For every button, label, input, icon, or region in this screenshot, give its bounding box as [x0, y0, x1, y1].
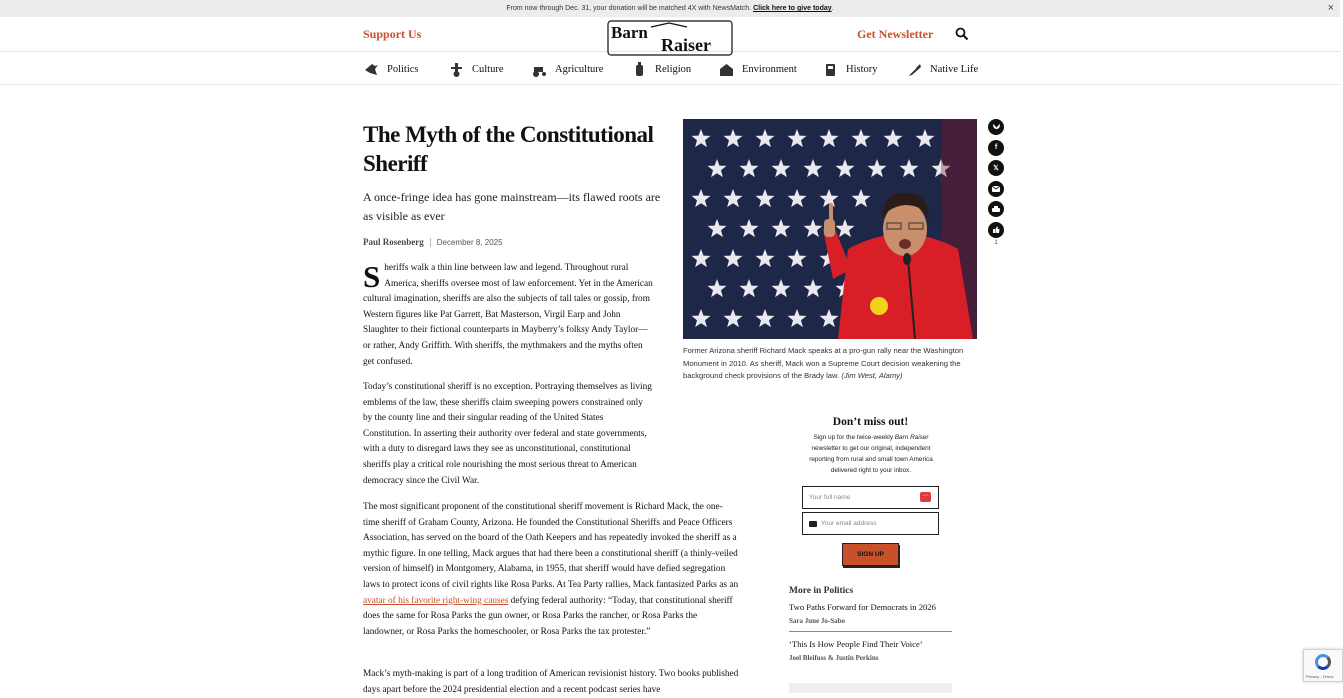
nav-label: Environment [742, 63, 797, 75]
barn-icon [718, 61, 735, 78]
banner-text: From now through Dec. 31, your donation will be matched 4X with NewsMatch. [506, 5, 752, 12]
autofill-icon[interactable]: ··· [920, 492, 931, 502]
related-title[interactable]: ‘This Is How People Find Their Voice’ [789, 639, 923, 649]
related-author: Joel Bleifuss & Justin Perkins [789, 654, 879, 662]
byline [363, 237, 503, 247]
nav-label: Culture [472, 63, 504, 75]
nav-item-agriculture[interactable] [531, 60, 603, 78]
nav-item-history[interactable] [822, 60, 878, 78]
signup-brand: Barn Raiser [894, 434, 929, 441]
get-newsletter-link[interactable]: Get Newsletter [857, 27, 934, 41]
nav-label: Native Life [930, 63, 979, 75]
publish-date: December 8, 2025 [436, 237, 503, 247]
nav-item-politics[interactable] [363, 60, 419, 78]
signup-text: newsletter to get our original, independent reporting from rural and small town America delivered right to your inbox. [809, 445, 933, 474]
byline-divider [430, 238, 431, 247]
related-author: Sara June Jo-Sabo [789, 617, 846, 625]
article-title: The Myth of the Constitutional Sheriff [363, 122, 654, 176]
svg-text:Raiser: Raiser [661, 35, 711, 55]
article-dek: A once-fringe idea has gone mainstream—its flawed roots are as visible as ever [363, 190, 661, 223]
signup-title: Don’t miss out! [832, 416, 909, 428]
facebook-icon[interactable]: f [988, 140, 1004, 156]
rooster-icon [363, 61, 380, 78]
drop-cap: S [363, 259, 381, 294]
email-icon[interactable] [988, 181, 1004, 197]
tractor-icon [531, 61, 548, 78]
related-card-preview [789, 683, 952, 693]
causes-link[interactable]: avatar of his favorite right-wing causes [363, 595, 509, 606]
nav-item-environment[interactable] [718, 60, 797, 78]
email-placeholder: Your email address [821, 520, 877, 527]
paragraph-text: heriffs walk a thin line between law and legend. Throughout rural America, sheriffs oversee most of law enforcement. Yet in the American cultural imagination, sheriffs are also the subjects of tall tales or gossip, from Western figures like Pat Garrett, Bat Masterson, Virgil Earp and John Slaughter to their fictional counterparts in Mayberry’s folksy Andy Taylor—or rather, Andy Griffith. With sheriffs, the mythmakers and the myths often get confused. [363, 263, 653, 367]
monument-icon [822, 61, 839, 78]
bluesky-icon[interactable] [988, 119, 1004, 135]
support-us-link[interactable]: Support Us [363, 27, 422, 41]
recaptcha-badge[interactable] [1303, 649, 1343, 682]
article-paragraph-2: Today’s constitutional sheriff is no exception. Portraying themselves as living emblems of the law, these sheriffs claim sweeping powers constrained only by the county line and their singular reading of the United States Constitution. In asserting their authority over federal and state governments, with a duty to disregard laws they see as unconstitutional, constitutional sheriffs play a critical role nourishing the most serious threat to American democracy since the Civil War. [363, 382, 652, 486]
close-icon[interactable]: × [1327, 2, 1334, 14]
full-name-placeholder: Your full name [809, 494, 851, 501]
related-title[interactable]: Two Paths Forward for Democrats in 2026 [789, 602, 936, 612]
article-paragraph-3 [363, 500, 739, 640]
like-icon[interactable] [988, 222, 1004, 238]
lantern-icon [631, 61, 648, 78]
print-icon[interactable] [988, 201, 1004, 217]
signup-description [801, 432, 941, 476]
nav-label: Agriculture [555, 63, 604, 75]
photo-caption [683, 345, 977, 383]
site-header [0, 17, 1340, 55]
paragraph-text: defying federal authority: “Today, that constitutional sheriff does the same for Rosa Parks the gun owner, or Rosa Parks the rancher, or Rosa Parks the landowner, or Rosa Parks the homeschooler, or Rosa Parks the tax protester.” [363, 595, 733, 637]
category-nav [0, 52, 1340, 85]
share-rail [988, 119, 1004, 246]
mail-icon [809, 521, 817, 527]
nav-item-native-life[interactable] [906, 60, 978, 78]
article-paragraph-1 [363, 261, 653, 370]
photo-credit: (Jim West, Alamy) [841, 371, 903, 380]
nav-item-religion[interactable] [631, 60, 691, 78]
nav-label: Politics [387, 63, 419, 75]
more-in-politics-heading: More in Politics [789, 586, 854, 596]
banner-give-link[interactable]: Click here to give today [753, 5, 832, 12]
caption-text: Former Arizona sheriff Richard Mack speaks at a pro-gun rally near the Washington Monument in 2010. As sheriff, Mack won a Supreme Court decision weakening the background check provisions of the Brady law. [683, 346, 964, 380]
related-article[interactable] [789, 602, 952, 632]
donation-banner: From now through Dec. 31, your donation will be matched 4X with NewsMatch. Click here to give today. × [0, 0, 1340, 17]
recaptcha-text: Privacy - Terms [1306, 674, 1334, 679]
sign-up-button[interactable]: SIGN UP [842, 543, 899, 566]
feather-icon [906, 61, 923, 78]
paragraph-text: The most significant proponent of the constitutional sheriff movement is Richard Mack, the one-time sheriff of Graham County, Arizona. He founded the Constitutional Sheriffs and Peace Officers Association, has served on the board of the Oath Keepers and has repeatedly invoked the sheriff as a mythic figure. In one telling, Mack argues that had there been a constitutional sheriff (a thinly-veiled version of himself) in Montgomery, Alabama, in 1955, that sheriff would have defied segregation laws to protect icons of civil rights like Rosa Parks. At Tea Party rallies, Mack fantasized Parks as an [363, 502, 739, 590]
like-count: 1 [994, 239, 998, 246]
full-name-field[interactable] [802, 486, 939, 509]
svg-text:Barn: Barn [611, 23, 648, 42]
nav-item-culture[interactable] [448, 60, 504, 78]
signup-text: Sign up for the twice-weekly [813, 434, 895, 441]
article-paragraph-4: Mack’s myth-making is part of a long tradition of American revisionist history. Two books published days apart before the 2024 presidential election and a recent podcast series have [363, 669, 739, 695]
fiddle-icon [448, 61, 465, 78]
related-article[interactable] [789, 639, 952, 662]
search-icon[interactable] [955, 27, 969, 41]
recaptcha-icon [1315, 654, 1331, 670]
hero-photo [683, 119, 977, 339]
email-field[interactable] [802, 512, 939, 535]
x-icon[interactable]: 𝕏 [988, 160, 1004, 176]
nav-label: History [846, 63, 878, 75]
author-link[interactable]: Paul Rosenberg [363, 237, 424, 247]
nav-label: Religion [655, 63, 692, 75]
